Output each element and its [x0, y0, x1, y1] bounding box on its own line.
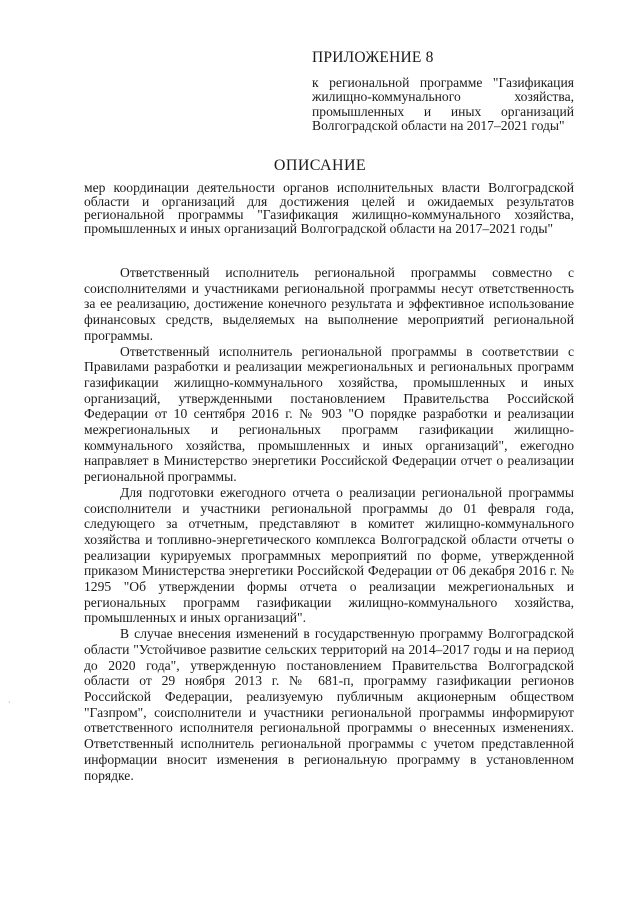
body-paragraph-4: В случае внесения изменений в государственную программу Волгоградской области "Устойчивое развитие сельских территорий на 2014–2017 годы и на период до 2020 года", утвержденную постановлением Правительства Волгоградской области от 29 ноября 2013 г. № 681-п, программу газификации регионов Российской Федерации, реализуемую публичным акционерным обществом "Газпром", соисполнители и участники региональной программы информируют ответственного исполнителя региональной программы о внесенных изменениях. Ответственный исполнитель региональной программы с учетом представленной информации вносит изменения в региональную программу в установленном порядке. [84, 626, 574, 783]
document-body [84, 265, 574, 783]
body-paragraph-1: Ответственный исполнитель региональной программы совместно с соисполнителями и участниками региональной программы несут ответственность за ее реализацию, достижение конечного результата и эффективное использование финансовых средств, выделяемых на выполнение мероприятий региональной программы. [84, 265, 574, 343]
body-paragraph-3: Для подготовки ежегодного отчета о реализации региональной программы соисполнители и участники региональной программы до 01 февраля года, следующего за отчетным, представляют в комитет жилищно-коммунального хозяйства и топливно-энергетического комплекса Волгоградской области отчеты о реализации курируемых программных мероприятий по форме, утвержденной приказом Министерства энергетики Российской Федерации от 06 декабря 2016 г. № 1295 "Об утверждении формы отчета о реализации межрегиональных и региональных программ газификации жилищно-коммунального хозяйства, промышленных и иных организаций". [84, 484, 574, 626]
appendix-title: ПРИЛОЖЕНИЕ 8 [312, 49, 434, 66]
body-paragraph-2: Ответственный исполнитель региональной программы в соответствии с Правилами разработки и реализации межрегиональных и региональных программ газификации жилищно-коммунального хозяйства, промышленных и иных организаций, утвержденными постановлением Правительства Российской Федерации от 10 сентября 2016 г. № 903 "О порядке разработки и реализации межрегиональных и региональных программ газификации жилищно-коммунального хозяйства, промышленных и иных организаций", ежегодно направляет в Министерство энергетики Российской Федерации отчет о реализации региональной программы. [84, 343, 574, 485]
document-title: ОПИСАНИЕ [273, 157, 367, 174]
document-subtitle: мер координации деятельности органов исполнительных власти Волгоградской области и организаций для достижения целей и ожидаемых результатов региональной программы "Газификация жилищно-коммунального хозяйства, промышленных и иных организаций Волгоградской области на 2017–2021 годы" [84, 180, 574, 236]
appendix-reference: к региональной программе "Газификация жилищно-коммунального хозяйства, промышленных и иных организаций Волгоградской области на 2017–2021 годы" [312, 75, 574, 133]
scan-margin-mark: · [8, 698, 11, 707]
